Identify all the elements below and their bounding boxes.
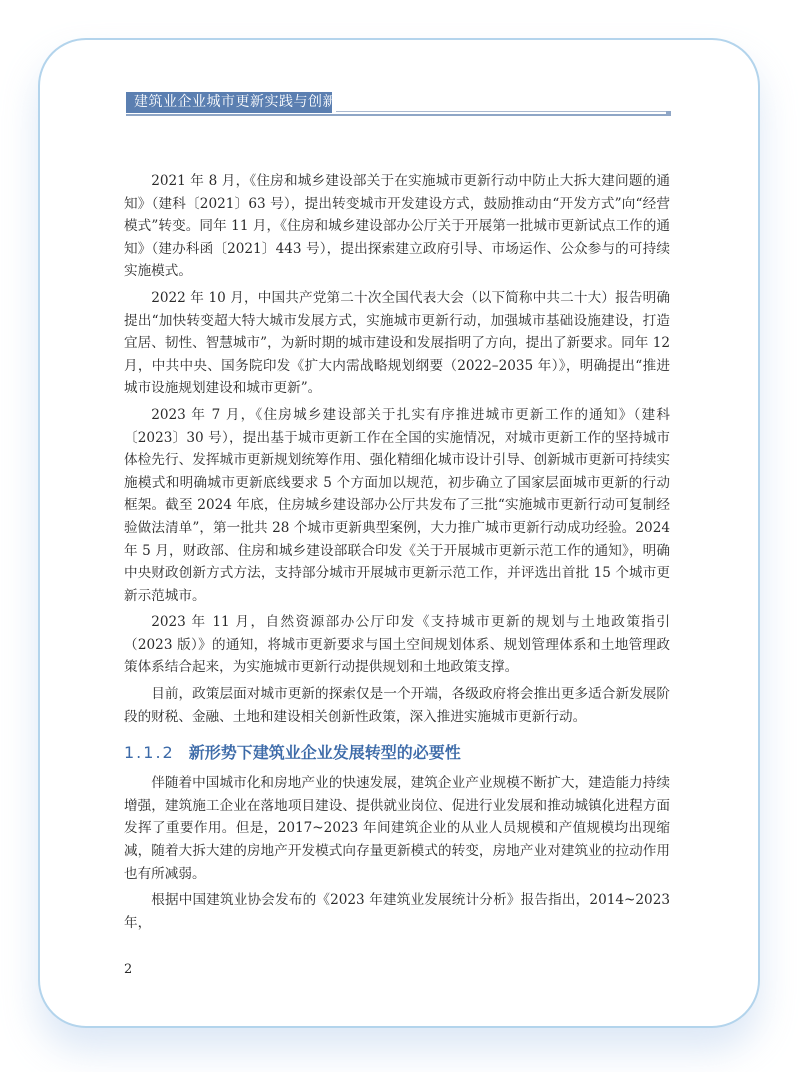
page-number: 2	[124, 962, 133, 977]
body-paragraph: 根据中国建筑业协会发布的《2023 年建筑业发展统计分析》报告指出，2014~2023 年，	[124, 892, 670, 931]
header-rule-thin	[336, 111, 666, 112]
body-paragraph: 2022 年 10 月，中国共产党第二十次全国代表大会（以下简称中共二十大）报告明确提出“加快转变超大特大城市发展方式，实施城市更新行动，加强城市基础设施建设，打造宜居、韧性、智慧城市”，为新时期的城市建设和发展指明了方向，提出了新要求。同年 12 月，中共中央、国务院印发《扩大内需战略规划纲要（2022–2035 年）》，明确提出“推进城市设施规划建设和城市更新”。	[124, 289, 670, 397]
body-paragraph: 2023 年 11 月，自然资源部办公厅印发《支持城市更新的规划与土地政策指引（2023 版）》的通知，将城市更新要求与国土空间规划体系、规划管理体系和土地管理政策体系结合起来，为实施城市更新行动提供规划和土地政策支撑。	[124, 614, 670, 676]
header-square-mark	[666, 111, 671, 116]
body-paragraph: 2021 年 8 月，《住房和城乡建设部关于在实施城市更新行动中防止大拆大建问题的通知》（建科〔2021〕63 号），提出转变城市开发建设方式，鼓励推动由“开发方式”向“经营模式”转变。同年 11 月，《住房和城乡建设部办公厅关于开展第一批城市更新试点工作的通知》（建办科函〔2021〕443 号），提出探索建立政府引导、市场运作、公众参与的可持续实施模式。	[124, 173, 670, 280]
running-header-title: 建筑业企业城市更新实践与创新	[126, 92, 332, 113]
section-title: 新形势下建筑业企业发展转型的必要性	[188, 743, 461, 763]
body-paragraph: 目前，政策层面对城市更新的探索仅是一个开端，各级政府将会推出更多适合新发展阶段的财税、金融、土地和建设相关创新性政策，深入推进实施城市更新行动。	[124, 686, 670, 725]
body-paragraph: 2023 年 7 月，《住房城乡建设部关于扎实有序推进城市更新工作的通知》（建科〔2023〕30 号），提出基于城市更新工作在全国的实施情况，对城市更新工作的坚持城市体检先行、发挥城市更新规划统筹作用、强化精细化城市设计引导、创新城市更新可持续实施模式和明确城市更新底线要求 5 个方面加以规范，初步确立了国家层面城市更新的行动框架。截至 2024 年底，住房城乡建设部办公厅共发布了三批“实施城市更新行动可复制经验做法清单”，第一批共 28 个城市更新典型案例，大力推广城市更新行动成功经验。2024 年 5 月，财政部、住房和城乡建设部联合印发《关于开展城市更新示范工作的通知》，明确中央财政创新方式方法，支持部分城市开展城市更新示范工作，并评选出首批 15 个城市更新示范城市。	[124, 406, 670, 604]
page-body	[124, 170, 670, 938]
section-number: 1.1.2	[124, 743, 175, 763]
header-rule	[126, 114, 666, 116]
body-paragraph: 伴随着中国城市化和房地产业的快速发展，建筑企业产业规模不断扩大，建造能力持续增强，建筑施工企业在落地项目建设、提供就业岗位、促进行业发展和推动城镇化进程方面发挥了重要作用。但是，2017~2023 年间建筑企业的从业人员规模和产值规模均出现缩减，随着大拆大建的房地产开发模式向存量更新模式的转变，房地产业对建筑业的拉动作用也有所减弱。	[124, 775, 670, 882]
section-heading	[124, 742, 670, 764]
